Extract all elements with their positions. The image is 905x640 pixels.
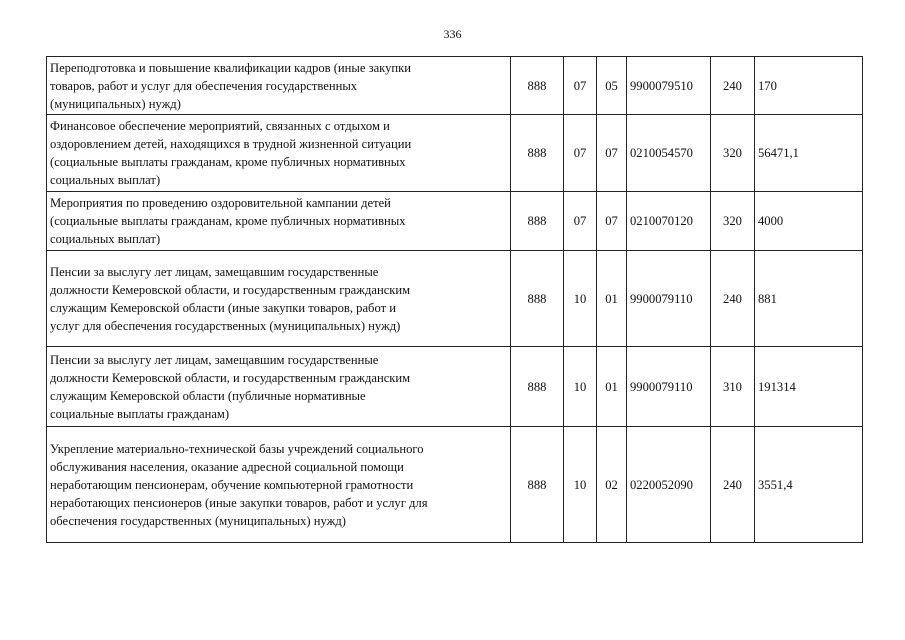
amount-value: 191314: [755, 347, 863, 427]
expense-type-code: 320: [711, 115, 755, 192]
table-row: [47, 192, 863, 251]
amount-value: 881: [755, 251, 863, 347]
subsection-code: 01: [597, 251, 627, 347]
ministry-code: 888: [511, 251, 564, 347]
subsection-code: 07: [597, 115, 627, 192]
row-description: Переподготовка и повышение квалификации кадров (иные закупки товаров, работ и услуг для обеспечения государственных (муниципальных) нужд): [47, 57, 511, 115]
section-code: 10: [564, 427, 597, 543]
amount-value: 56471,1: [755, 115, 863, 192]
target-article-code: 9900079510: [627, 57, 711, 115]
row-description: Пенсии за выслугу лет лицам, замещавшим государственные должности Кемеровской области, и государственным гражданским служащим Кемеровской области (иные закупки товаров, работ и услуг для обеспечения государственных (муниципальных) нужд): [47, 251, 511, 347]
expense-type-code: 240: [711, 57, 755, 115]
target-article-code: 9900079110: [627, 251, 711, 347]
section-code: 07: [564, 115, 597, 192]
section-code: 07: [564, 57, 597, 115]
row-description: Пенсии за выслугу лет лицам, замещавшим государственные должности Кемеровской области, и государственным гражданским служащим Кемеровской области (публичные нормативные социальные выплаты гражданам): [47, 347, 511, 427]
ministry-code: 888: [511, 115, 564, 192]
page-number: 336: [443, 27, 462, 41]
table-row: [47, 115, 863, 192]
target-article-code: 0210070120: [627, 192, 711, 251]
table-row: [47, 427, 863, 543]
amount-value: 4000: [755, 192, 863, 251]
subsection-code: 05: [597, 57, 627, 115]
expense-type-code: 320: [711, 192, 755, 251]
ministry-code: 888: [511, 192, 564, 251]
row-description: Укрепление материально-технической базы учреждений социального обслуживания населения, оказание адресной социальной помощи неработающим пенсионерам, обучение компьютерной грамотности неработающих пенсионеров (иные закупки товаров, работ и услуг для обеспечения государственных (муниципальных) нужд): [47, 427, 511, 543]
expense-type-code: 310: [711, 347, 755, 427]
section-code: 10: [564, 251, 597, 347]
expense-type-code: 240: [711, 251, 755, 347]
target-article-code: 0220052090: [627, 427, 711, 543]
row-description: Мероприятия по проведению оздоровительной кампании детей (социальные выплаты гражданам, кроме публичных нормативных социальных выплат): [47, 192, 511, 251]
budget-table: [46, 56, 863, 543]
section-code: 07: [564, 192, 597, 251]
subsection-code: 07: [597, 192, 627, 251]
target-article-code: 9900079110: [627, 347, 711, 427]
subsection-code: 02: [597, 427, 627, 543]
amount-value: 170: [755, 57, 863, 115]
expense-type-code: 240: [711, 427, 755, 543]
ministry-code: 888: [511, 427, 564, 543]
row-description: Финансовое обеспечение мероприятий, связанных с отдыхом и оздоровлением детей, находящихся в трудной жизненной ситуации (социальные выплаты гражданам, кроме публичных нормативных социальных выплат): [47, 115, 511, 192]
ministry-code: 888: [511, 347, 564, 427]
target-article-code: 0210054570: [627, 115, 711, 192]
table-row: [47, 347, 863, 427]
amount-value: 3551,4: [755, 427, 863, 543]
table-row: [47, 251, 863, 347]
ministry-code: 888: [511, 57, 564, 115]
subsection-code: 01: [597, 347, 627, 427]
section-code: 10: [564, 347, 597, 427]
table-row: [47, 57, 863, 115]
